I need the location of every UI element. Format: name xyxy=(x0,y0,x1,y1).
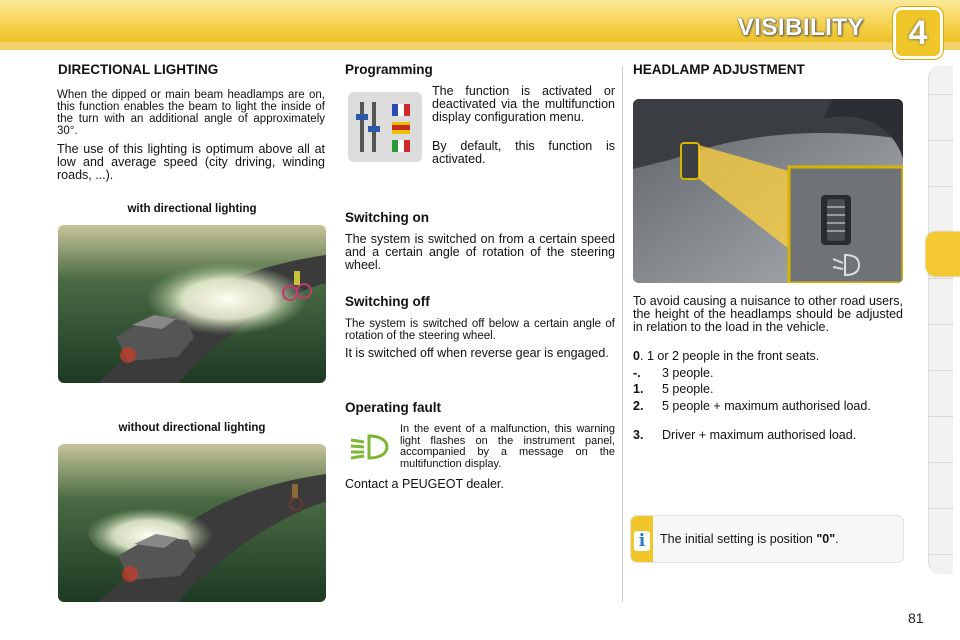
list-item xyxy=(633,383,903,397)
position-key: 0 xyxy=(633,349,640,363)
info-note-label: The initial setting is position xyxy=(660,532,817,546)
list-item xyxy=(633,429,903,443)
illustration-with-directional-lighting xyxy=(58,225,326,383)
switching-off-heading: Switching off xyxy=(345,294,430,309)
position-text: Driver + maximum authorised load. xyxy=(662,428,857,442)
switching-on-heading: Switching on xyxy=(345,210,429,225)
list-item xyxy=(633,400,903,428)
tab-divider xyxy=(929,186,953,187)
info-icon: i xyxy=(634,531,650,551)
tab-divider xyxy=(929,370,953,371)
position-text: 5 people. xyxy=(662,382,714,396)
caption-without-directional: without directional lighting xyxy=(118,422,266,434)
tab-divider xyxy=(929,278,953,279)
dashboard-knob-image xyxy=(633,99,903,283)
display-settings-icon xyxy=(348,92,422,162)
headlamp-warning-icon xyxy=(347,430,391,464)
switching-off-text: The system is switched off below a certain angle of rotation of the steering wheel. xyxy=(345,318,615,342)
switching-off-reverse: It is switched off when reverse gear is engaged. xyxy=(345,346,609,360)
directional-headlamp-warning-icon xyxy=(347,430,391,464)
operating-fault-heading: Operating fault xyxy=(345,400,442,415)
tab-divider xyxy=(929,324,953,325)
sliders-flags-icon xyxy=(348,92,422,162)
operating-fault-text: In the event of a malfunction, this warning light flashes on the instrument panel, accompanied by a message on the multifunction display. xyxy=(400,423,615,470)
switching-on-text: The system is switched on from a certain speed and a certain angle of rotation of the steering wheel. xyxy=(345,232,615,272)
directional-lighting-usage: The use of this lighting is optimum above all at low and average speed (city driving, winding roads, ...). xyxy=(57,142,325,182)
tab-divider xyxy=(929,508,953,509)
tab-divider xyxy=(929,416,953,417)
info-note-value: "0" xyxy=(816,532,836,546)
tab-divider xyxy=(929,94,953,95)
illustration-without-directional-lighting xyxy=(58,444,326,602)
info-note xyxy=(631,516,903,562)
chapter-number: 4 xyxy=(908,14,928,52)
contact-dealer-text: Contact a PEUGEOT dealer. xyxy=(345,477,504,491)
programming-text: The function is activated or deactivated via the multifunction display configuration menu. xyxy=(432,84,615,124)
position-key: 3. xyxy=(633,428,644,442)
position-text: 5 people + maximum authorised load. xyxy=(662,399,871,413)
page-title: VISIBILITY xyxy=(737,14,864,41)
column-divider xyxy=(622,66,623,602)
info-icon-panel xyxy=(631,516,653,562)
chapter-badge xyxy=(896,10,940,56)
road-scene-without-beam xyxy=(58,444,326,602)
tab-divider xyxy=(929,554,953,555)
chapter-tabs xyxy=(928,66,953,574)
position-text: 3 people. xyxy=(662,366,714,380)
dashboard-control-illustration xyxy=(633,99,903,283)
directional-lighting-heading: DIRECTIONAL LIGHTING xyxy=(58,62,219,77)
header-band xyxy=(0,42,960,50)
road-scene-with-beam xyxy=(58,225,326,383)
info-note-suffix: . xyxy=(835,532,839,546)
page-number: 81 xyxy=(908,610,924,626)
position-key: -. xyxy=(633,366,641,380)
programming-default: By default, this function is activated. xyxy=(432,139,615,166)
list-item xyxy=(633,350,903,364)
programming-heading: Programming xyxy=(345,62,433,77)
tab-divider xyxy=(929,140,953,141)
position-text: . 1 or 2 people in the front seats. xyxy=(640,349,820,363)
headlamp-adjustment-intro: To avoid causing a nuisance to other road users, the height of the headlamps should be adjusted in relation to the load in the vehicle. xyxy=(633,294,903,334)
position-key: 1. xyxy=(633,382,644,396)
headlamp-adjustment-heading: HEADLAMP ADJUSTMENT xyxy=(633,62,805,77)
info-note-text xyxy=(660,532,839,546)
directional-lighting-intro: When the dipped or main beam headlamps are on, this function enables the beam to light the inside of the turn with an additional angle of approximately 30°. xyxy=(57,89,325,137)
list-item xyxy=(633,367,903,381)
tab-divider xyxy=(929,462,953,463)
chapter-tab-active[interactable] xyxy=(926,232,960,276)
position-key: 2. xyxy=(633,399,644,413)
caption-with-directional: with directional lighting xyxy=(127,203,257,215)
